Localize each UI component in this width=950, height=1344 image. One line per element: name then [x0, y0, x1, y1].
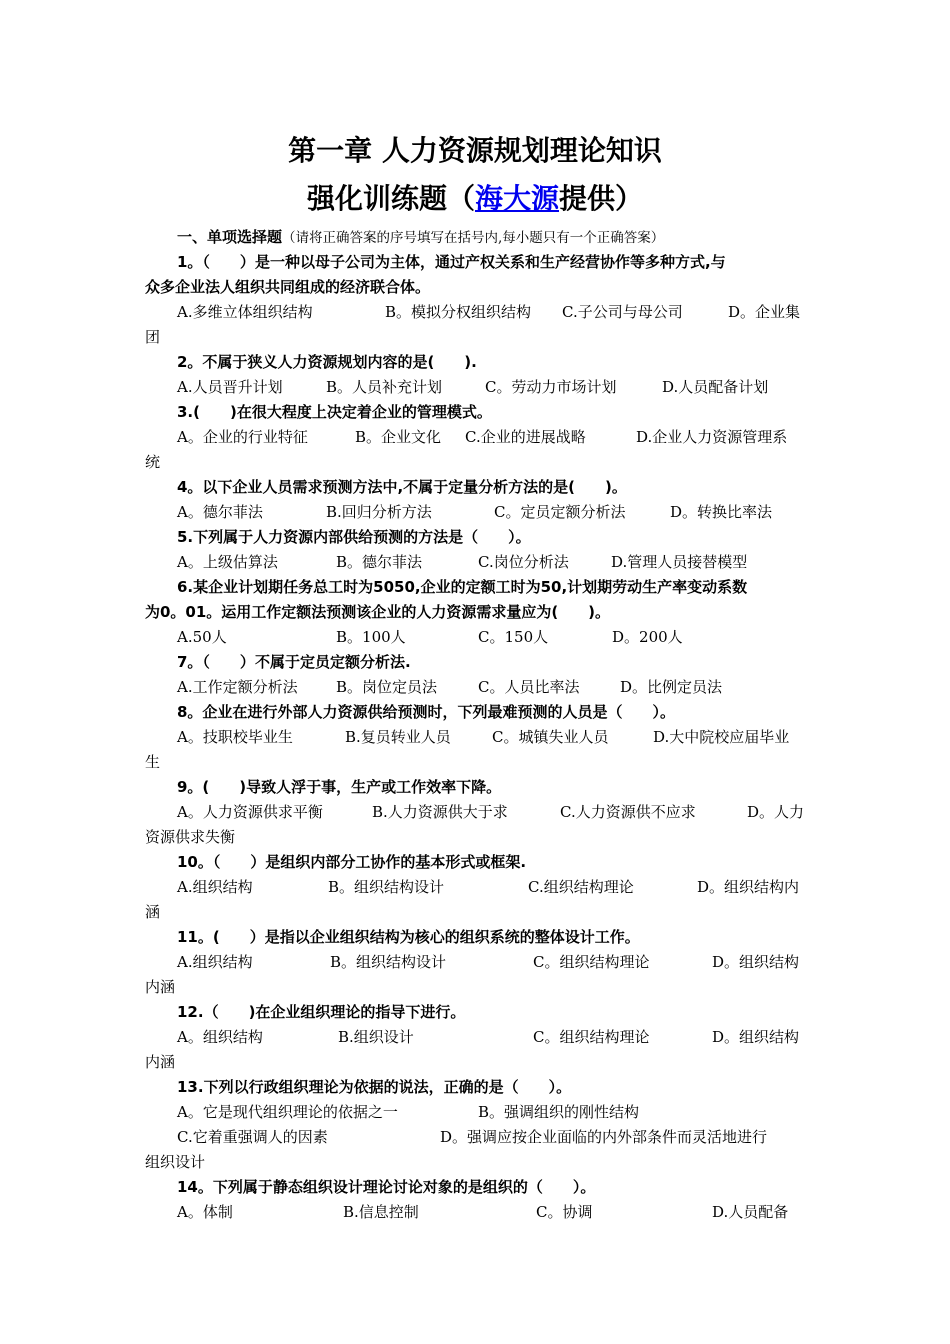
source-link[interactable]: 海大源 — [474, 182, 559, 215]
section-title: 一、单项选择题 — [177, 228, 283, 246]
chapter-title: 第一章 人力资源规划理论知识 — [288, 134, 662, 167]
question-stem: 1。（ ）是一种以母子公司为主体，通过产权关系和生产经营协作等多种方式,与 — [177, 253, 726, 271]
section-heading — [145, 225, 807, 250]
option-d: D.人员配备计划 — [662, 378, 769, 396]
option-c: C.岗位分析法 — [478, 553, 569, 571]
option-d: D。组织结构内 — [697, 878, 800, 896]
option-a: A.工作定额分析法 — [177, 678, 298, 696]
option-a: A.人员晋升计划 — [177, 378, 283, 396]
option-b: B.复员转业人员 — [345, 728, 451, 746]
option-row — [145, 1100, 807, 1125]
option-continuation: 统 — [145, 453, 161, 471]
option-a: A.组织结构 — [177, 878, 253, 896]
option-continuation: 组织设计 — [145, 1153, 206, 1171]
option-a: A.组织结构 — [177, 953, 253, 971]
option-c: C.组织结构理论 — [528, 878, 634, 896]
question-stem: 13.下列以行政组织理论为依据的说法，正确的是（ ）。 — [177, 1078, 572, 1096]
option-d: D.企业人力资源管理系 — [636, 428, 788, 446]
option-d: D。组织结构 — [712, 953, 800, 971]
question-stem: 8。企业在进行外部人力资源供给预测时，下列最难预测的人员是（ ）。 — [177, 703, 675, 721]
question-stem: 6.某企业计划期任务总工时为5050,企业的定额工时为50,计划期劳动生产率变动系数 — [177, 578, 748, 596]
option-a: A。企业的行业特征 — [177, 428, 308, 446]
option-c: C.企业的进展战略 — [465, 428, 586, 446]
option-row — [145, 500, 807, 525]
question-stem: 14。下列属于静态组织设计理论讨论对象的是组织的（ ）。 — [177, 1178, 596, 1196]
option-d: D。比例定员法 — [620, 678, 723, 696]
question-stem: 众多企业法人组织共同组成的经济联合体。 — [145, 278, 431, 296]
option-d: D。200人 — [612, 628, 683, 646]
option-row — [145, 1125, 807, 1150]
option-b: B.人力资源供大于求 — [372, 803, 508, 821]
option-c: C.人力资源供不应求 — [560, 803, 696, 821]
option-a: A。体制 — [177, 1203, 233, 1221]
option-b: B。强调组织的刚性结构 — [478, 1103, 640, 1121]
option-row — [145, 725, 807, 750]
option-b: B。组织结构设计 — [330, 953, 447, 971]
option-row — [145, 800, 807, 825]
subtitle-suffix: 提供） — [559, 182, 644, 215]
option-row — [145, 1025, 807, 1050]
option-a: A。上级估算法 — [177, 553, 278, 571]
option-b: B。岗位定员法 — [336, 678, 438, 696]
option-b: B。组织结构设计 — [328, 878, 445, 896]
option-b: B.组织设计 — [338, 1028, 414, 1046]
option-row — [145, 550, 807, 575]
section-note: （请将正确答案的序号填写在括号内,每小题只有一个正确答案） — [282, 230, 665, 246]
option-d: D。企业集 — [728, 303, 801, 321]
option-row — [145, 675, 807, 700]
option-row — [145, 950, 807, 975]
question-stem: 为0。01。运用工作定额法预测该企业的人力资源需求量应为( )。 — [145, 603, 611, 621]
option-b: B。100人 — [336, 628, 406, 646]
question-stem: 2。不属于狭义人力资源规划内容的是( ). — [177, 353, 477, 371]
option-b: B。模拟分权组织结构 — [385, 303, 532, 321]
option-row — [145, 300, 807, 325]
option-row — [145, 625, 807, 650]
option-a: A.多维立体组织结构 — [177, 303, 313, 321]
option-c: C.子公司与母公司 — [562, 303, 683, 321]
option-a: A.50人 — [177, 628, 227, 646]
option-d: D。强调应按企业面临的内外部条件而灵活地进行 — [440, 1128, 768, 1146]
subtitle-prefix: 强化训练题（ — [306, 182, 475, 215]
question-stem: 4。以下企业人员需求预测方法中,不属于定量分析方法的是( )。 — [177, 478, 627, 496]
option-row — [145, 375, 807, 400]
option-b: B.回归分析方法 — [326, 503, 432, 521]
option-c: C。劳动力市场计划 — [485, 378, 617, 396]
subtitle — [0, 180, 950, 218]
option-continuation: 内涵 — [145, 1053, 176, 1071]
option-b: B。企业文化 — [355, 428, 442, 446]
option-c: C。组织结构理论 — [533, 1028, 650, 1046]
option-d: D.大中院校应届毕业 — [653, 728, 790, 746]
option-c: C。人员比率法 — [478, 678, 580, 696]
option-c: C.它着重强调人的因素 — [177, 1128, 328, 1146]
option-a: A。人力资源供求平衡 — [177, 803, 323, 821]
option-a: A。它是现代组织理论的依据之一 — [177, 1103, 398, 1121]
option-continuation: 生 — [145, 753, 161, 771]
option-b: B.信息控制 — [343, 1203, 419, 1221]
question-stem: 12.（ )在企业组织理论的指导下进行。 — [177, 1003, 466, 1021]
question-stem: 11。( ）是指以企业组织结构为核心的组织系统的整体设计工作。 — [177, 928, 640, 946]
option-a: A。组织结构 — [177, 1028, 263, 1046]
option-b: B。人员补充计划 — [326, 378, 443, 396]
option-d: D。组织结构 — [712, 1028, 800, 1046]
option-row — [145, 425, 807, 450]
question-list — [145, 225, 807, 1225]
option-d: D.管理人员接替模型 — [611, 553, 748, 571]
option-continuation: 团 — [145, 328, 161, 346]
option-c: C。协调 — [536, 1203, 593, 1221]
option-b: B。德尔菲法 — [336, 553, 423, 571]
option-continuation: 涵 — [145, 903, 161, 921]
option-row — [145, 1200, 807, 1225]
option-d: D。转换比率法 — [670, 503, 773, 521]
option-c: C。150人 — [478, 628, 549, 646]
option-a: A。德尔菲法 — [177, 503, 263, 521]
question-stem: 3.( )在很大程度上决定着企业的管理模式。 — [177, 403, 492, 421]
question-stem: 10。（ ）是组织内部分工协作的基本形式或框架. — [177, 853, 527, 871]
option-d: D。人力 — [747, 803, 805, 821]
option-a: A。技职校毕业生 — [177, 728, 293, 746]
question-stem: 5.下列属于人力资源内部供给预测的方法是（ ）。 — [177, 528, 531, 546]
option-d: D.人员配备 — [712, 1203, 789, 1221]
option-c: C。定员定额分析法 — [494, 503, 626, 521]
question-stem: 9。( )导致人浮于事，生产或工作效率下降。 — [177, 778, 502, 796]
question-stem: 7。（ ）不属于定员定额分析法. — [177, 653, 411, 671]
option-continuation: 资源供求失衡 — [145, 828, 236, 846]
option-c: C。组织结构理论 — [533, 953, 650, 971]
option-continuation: 内涵 — [145, 978, 176, 996]
option-c: C。城镇失业人员 — [492, 728, 609, 746]
option-row — [145, 875, 807, 900]
